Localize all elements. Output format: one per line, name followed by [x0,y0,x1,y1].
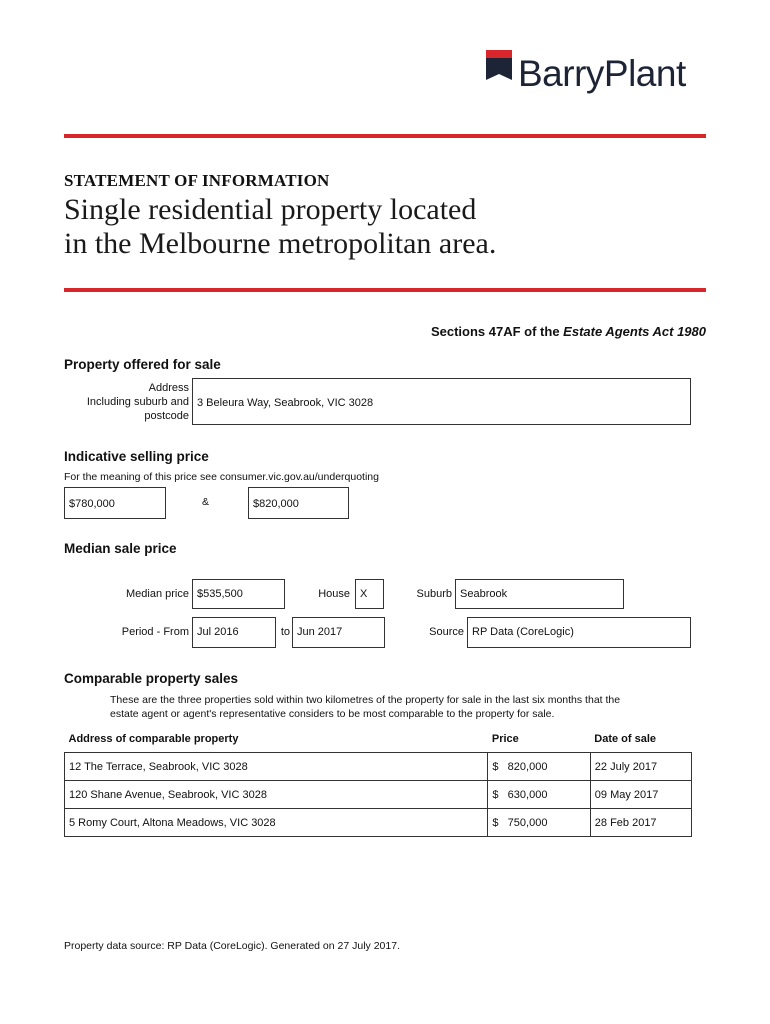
comparable-price-cell[interactable] [488,809,590,837]
price-value: 750,000 [507,816,548,829]
period-to-label: to [280,626,290,638]
price-low-field[interactable]: $780,000 [64,487,166,519]
median-price-label: Median price [126,588,189,600]
house-checkbox[interactable]: X [355,579,384,609]
table-row [65,781,692,809]
price-value: 630,000 [507,788,548,801]
col-address-header: Address of comparable property [68,733,239,745]
period-from-label: Period - From [121,626,189,638]
data-source-footer: Property data source: RP Data (CoreLogic). Generated on 27 July 2017. [64,940,400,952]
currency-symbol: $ [492,760,499,773]
currency-symbol: $ [492,788,499,801]
headline-line-1: Single residential property located [64,193,477,226]
act-reference-prefix: Sections 47AF of the [430,324,560,339]
price-high-field[interactable]: $820,000 [248,487,349,519]
property-offered-heading: Property offered for sale [64,357,221,372]
comparable-date-cell[interactable]: 28 Feb 2017 [590,809,691,837]
underquoting-note: For the meaning of this price see consumer.vic.gov.au/underquoting [64,471,379,483]
comparable-address-cell[interactable]: 5 Romy Court, Altona Meadows, VIC 3028 [65,809,488,837]
period-from-field[interactable]: Jul 2016 [192,617,276,648]
price-value: 820,000 [507,760,548,773]
address-label-line-3: postcode [144,410,189,422]
comparable-description [110,693,700,721]
address-label-line-1: Address [148,382,189,394]
col-price-header: Price [491,733,519,745]
second-red-rule [64,288,706,292]
document-kicker: STATEMENT OF INFORMATION [64,171,330,190]
comparable-sales-table [64,730,692,837]
comparable-table-header [65,730,692,753]
comparable-price-cell[interactable] [488,753,590,781]
act-name: Estate Agents Act 1980 [563,324,706,339]
source-label: Source [429,626,464,638]
brand-logo-text: BarryPlant [518,53,686,94]
address-label [70,381,189,423]
indicative-price-heading: Indicative selling price [64,449,209,464]
address-label-line-2: Including suburb and [86,396,189,408]
source-field[interactable]: RP Data (CoreLogic) [467,617,691,648]
period-to-field[interactable]: Jun 2017 [292,617,385,648]
property-address-field[interactable]: 3 Beleura Way, Seabrook, VIC 3028 [192,378,691,425]
top-red-rule [64,134,706,138]
house-label: House [318,588,350,600]
comparable-description-line-1: These are the three properties sold within two kilometres of the property for sale in the last six months that the [110,694,621,706]
median-price-field[interactable]: $535,500 [192,579,285,609]
table-row [65,753,692,781]
col-date-header: Date of sale [594,733,657,745]
suburb-label: Suburb [416,588,452,600]
comparable-date-cell[interactable]: 22 July 2017 [590,753,691,781]
suburb-field[interactable]: Seabrook [455,579,624,609]
comparable-description-line-2: estate agent or agent's representative considers to be most comparable to the property for sale. [110,708,555,720]
median-price-heading: Median sale price [64,541,177,556]
barry-plant-logo-icon [486,50,512,88]
comparable-sales-heading: Comparable property sales [64,671,239,686]
price-range-separator: & [202,496,210,508]
headline-line-2: in the Melbourne metropolitan area. [64,227,497,260]
comparable-address-cell[interactable]: 120 Shane Avenue, Seabrook, VIC 3028 [65,781,488,809]
comparable-date-cell[interactable]: 09 May 2017 [590,781,691,809]
currency-symbol: $ [492,816,499,829]
act-reference [431,324,706,339]
comparable-address-cell[interactable]: 12 The Terrace, Seabrook, VIC 3028 [65,753,488,781]
document-headline [64,193,684,261]
comparable-price-cell[interactable] [488,781,590,809]
table-row [65,809,692,837]
